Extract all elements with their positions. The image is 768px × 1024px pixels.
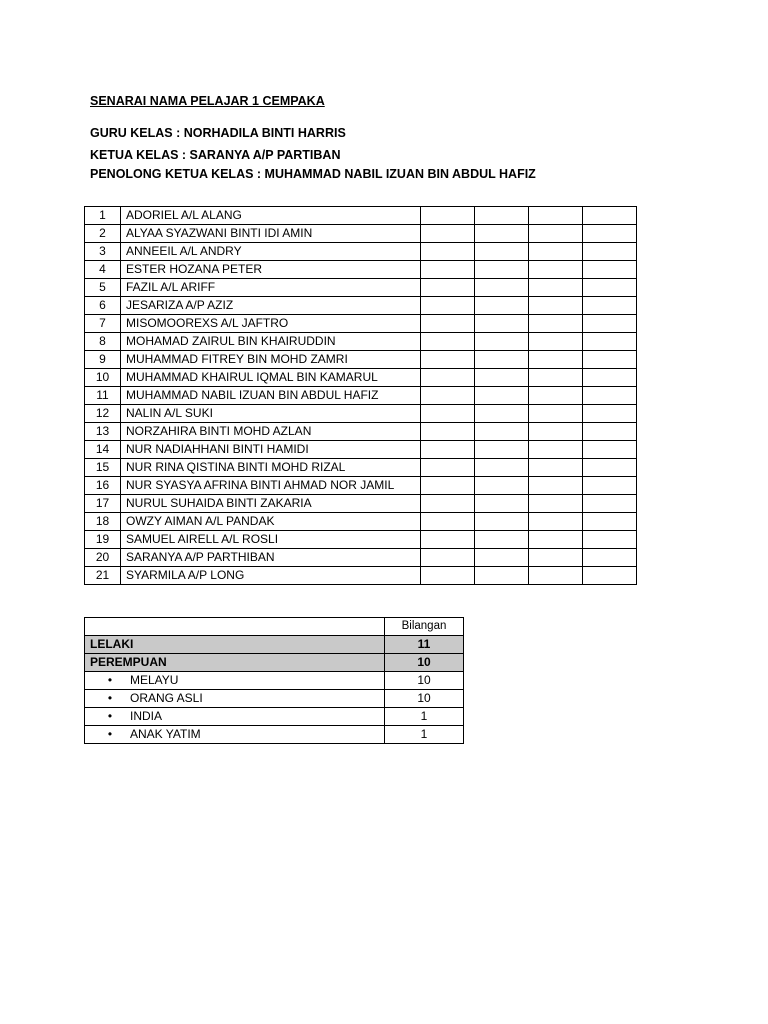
student-name: NURUL SUHAIDA BINTI ZAKARIA [121, 495, 421, 513]
blank-cell [583, 243, 637, 261]
summary-row [85, 672, 464, 690]
student-row [85, 459, 637, 477]
blank-cell [529, 477, 583, 495]
summary-label: INDIA [130, 709, 163, 723]
student-number: 15 [85, 459, 121, 477]
student-number: 21 [85, 567, 121, 585]
blank-cell [529, 369, 583, 387]
student-number: 12 [85, 405, 121, 423]
blank-cell [475, 333, 529, 351]
student-name: NUR RINA QISTINA BINTI MOHD RIZAL [121, 459, 421, 477]
blank-cell [475, 387, 529, 405]
blank-cell [529, 513, 583, 531]
blank-cell [529, 207, 583, 225]
summary-label-cell [85, 708, 385, 726]
student-name: SAMUEL AIRELL A/L ROSLI [121, 531, 421, 549]
blank-cell [529, 567, 583, 585]
blank-cell [583, 441, 637, 459]
student-name: SARANYA A/P PARTHIBAN [121, 549, 421, 567]
student-number: 11 [85, 387, 121, 405]
guru-kelas-line: GURU KELAS : NORHADILA BINTI HARRIS [90, 126, 346, 140]
blank-cell [421, 567, 475, 585]
student-name: NUR SYASYA AFRINA BINTI AHMAD NOR JAMIL [121, 477, 421, 495]
student-name: JESARIZA A/P AZIZ [121, 297, 421, 315]
blank-cell [421, 225, 475, 243]
blank-cell [475, 567, 529, 585]
blank-cell [583, 333, 637, 351]
student-row [85, 315, 637, 333]
student-name: NUR NADIAHHANI BINTI HAMIDI [121, 441, 421, 459]
student-number: 14 [85, 441, 121, 459]
student-name: NORZAHIRA BINTI MOHD AZLAN [121, 423, 421, 441]
blank-cell [421, 477, 475, 495]
summary-header-row [85, 618, 464, 636]
blank-cell [583, 495, 637, 513]
summary-label: ORANG ASLI [130, 691, 203, 705]
blank-cell [583, 531, 637, 549]
summary-header-count: Bilangan [385, 618, 464, 636]
blank-cell [475, 261, 529, 279]
blank-cell [529, 333, 583, 351]
student-row [85, 387, 637, 405]
blank-cell [583, 513, 637, 531]
blank-cell [475, 405, 529, 423]
blank-cell [529, 495, 583, 513]
student-number: 13 [85, 423, 121, 441]
student-row [85, 423, 637, 441]
summary-body [85, 618, 464, 744]
summary-label-cell [85, 636, 385, 654]
blank-cell [421, 333, 475, 351]
summary-label: MELAYU [130, 673, 179, 687]
blank-cell [475, 351, 529, 369]
student-name: OWZY AIMAN A/L PANDAK [121, 513, 421, 531]
blank-cell [421, 279, 475, 297]
blank-cell [421, 351, 475, 369]
student-number: 7 [85, 315, 121, 333]
student-number: 19 [85, 531, 121, 549]
student-row [85, 513, 637, 531]
summary-row [85, 708, 464, 726]
bullet-icon: • [107, 691, 113, 705]
blank-cell [475, 513, 529, 531]
student-number: 4 [85, 261, 121, 279]
penolong-ketua-kelas-line: PENOLONG KETUA KELAS : MUHAMMAD NABIL IZUAN BIN ABDUL HAFIZ [90, 167, 536, 181]
summary-label-cell [85, 690, 385, 708]
summary-count: 1 [385, 708, 464, 726]
student-number: 20 [85, 549, 121, 567]
student-number: 9 [85, 351, 121, 369]
blank-cell [529, 351, 583, 369]
summary-row [85, 654, 464, 672]
student-row [85, 225, 637, 243]
blank-cell [529, 243, 583, 261]
student-row [85, 351, 637, 369]
blank-cell [529, 549, 583, 567]
blank-cell [421, 441, 475, 459]
student-row [85, 531, 637, 549]
blank-cell [421, 297, 475, 315]
student-name: ANNEEIL A/L ANDRY [121, 243, 421, 261]
student-row [85, 279, 637, 297]
blank-cell [583, 423, 637, 441]
blank-cell [475, 531, 529, 549]
blank-cell [475, 315, 529, 333]
student-number: 10 [85, 369, 121, 387]
blank-cell [421, 549, 475, 567]
student-row [85, 477, 637, 495]
blank-cell [583, 369, 637, 387]
blank-cell [475, 279, 529, 297]
summary-count: 10 [385, 690, 464, 708]
blank-cell [529, 423, 583, 441]
summary-count: 1 [385, 726, 464, 744]
student-list-table [84, 206, 637, 585]
student-number: 16 [85, 477, 121, 495]
student-name: NALIN A/L SUKI [121, 405, 421, 423]
summary-label: PEREMPUAN [90, 655, 167, 669]
blank-cell [475, 495, 529, 513]
student-row [85, 405, 637, 423]
bullet-icon: • [107, 673, 113, 687]
student-row [85, 549, 637, 567]
blank-cell [421, 243, 475, 261]
blank-cell [583, 567, 637, 585]
student-name: ESTER HOZANA PETER [121, 261, 421, 279]
blank-cell [529, 279, 583, 297]
student-name: ALYAA SYAZWANI BINTI IDI AMIN [121, 225, 421, 243]
summary-table [84, 617, 464, 744]
student-name: MUHAMMAD FITREY BIN MOHD ZAMRI [121, 351, 421, 369]
student-number: 8 [85, 333, 121, 351]
blank-cell [583, 387, 637, 405]
blank-cell [583, 351, 637, 369]
student-number: 5 [85, 279, 121, 297]
blank-cell [475, 441, 529, 459]
blank-cell [421, 513, 475, 531]
blank-cell [421, 207, 475, 225]
blank-cell [583, 225, 637, 243]
blank-cell [529, 315, 583, 333]
student-number: 1 [85, 207, 121, 225]
student-row [85, 441, 637, 459]
bullet-icon: • [107, 727, 113, 741]
student-number: 6 [85, 297, 121, 315]
student-name: MOHAMAD ZAIRUL BIN KHAIRUDDIN [121, 333, 421, 351]
blank-cell [421, 423, 475, 441]
blank-cell [475, 459, 529, 477]
blank-cell [421, 369, 475, 387]
blank-cell [475, 369, 529, 387]
blank-cell [529, 405, 583, 423]
student-row [85, 567, 637, 585]
summary-row [85, 690, 464, 708]
student-row [85, 297, 637, 315]
student-row [85, 243, 637, 261]
blank-cell [421, 495, 475, 513]
summary-label-cell [85, 726, 385, 744]
summary-row [85, 636, 464, 654]
blank-cell [421, 387, 475, 405]
student-name: FAZIL A/L ARIFF [121, 279, 421, 297]
student-row [85, 495, 637, 513]
blank-cell [475, 297, 529, 315]
blank-cell [475, 477, 529, 495]
student-name: MUHAMMAD NABIL IZUAN BIN ABDUL HAFIZ [121, 387, 421, 405]
blank-cell [475, 549, 529, 567]
student-number: 17 [85, 495, 121, 513]
blank-cell [529, 387, 583, 405]
blank-cell [583, 207, 637, 225]
summary-label-cell [85, 654, 385, 672]
bullet-icon: • [107, 709, 113, 723]
blank-cell [583, 297, 637, 315]
blank-cell [583, 315, 637, 333]
summary-count: 10 [385, 654, 464, 672]
student-name: ADORIEL A/L ALANG [121, 207, 421, 225]
student-row [85, 369, 637, 387]
summary-header-label [85, 618, 385, 636]
blank-cell [421, 405, 475, 423]
blank-cell [583, 405, 637, 423]
blank-cell [421, 315, 475, 333]
student-row [85, 333, 637, 351]
student-number: 2 [85, 225, 121, 243]
blank-cell [421, 261, 475, 279]
blank-cell [529, 261, 583, 279]
blank-cell [583, 477, 637, 495]
summary-row [85, 726, 464, 744]
blank-cell [475, 225, 529, 243]
student-name: SYARMILA A/P LONG [121, 567, 421, 585]
student-name: MISOMOOREXS A/L JAFTRO [121, 315, 421, 333]
summary-count: 11 [385, 636, 464, 654]
blank-cell [529, 225, 583, 243]
blank-cell [583, 261, 637, 279]
student-number: 18 [85, 513, 121, 531]
summary-label: LELAKI [90, 637, 134, 651]
blank-cell [421, 459, 475, 477]
blank-cell [475, 207, 529, 225]
blank-cell [529, 531, 583, 549]
blank-cell [529, 297, 583, 315]
blank-cell [529, 441, 583, 459]
student-number: 3 [85, 243, 121, 261]
blank-cell [475, 243, 529, 261]
student-row [85, 207, 637, 225]
blank-cell [583, 459, 637, 477]
summary-count: 10 [385, 672, 464, 690]
student-list-body [85, 207, 637, 585]
blank-cell [583, 279, 637, 297]
blank-cell [421, 531, 475, 549]
blank-cell [475, 423, 529, 441]
summary-label: ANAK YATIM [130, 727, 201, 741]
blank-cell [583, 549, 637, 567]
ketua-kelas-line: KETUA KELAS : SARANYA A/P PARTIBAN [90, 148, 341, 162]
student-name: MUHAMMAD KHAIRUL IQMAL BIN KAMARUL [121, 369, 421, 387]
blank-cell [529, 459, 583, 477]
student-row [85, 261, 637, 279]
summary-label-cell [85, 672, 385, 690]
document-title: SENARAI NAMA PELAJAR 1 CEMPAKA [90, 94, 325, 108]
